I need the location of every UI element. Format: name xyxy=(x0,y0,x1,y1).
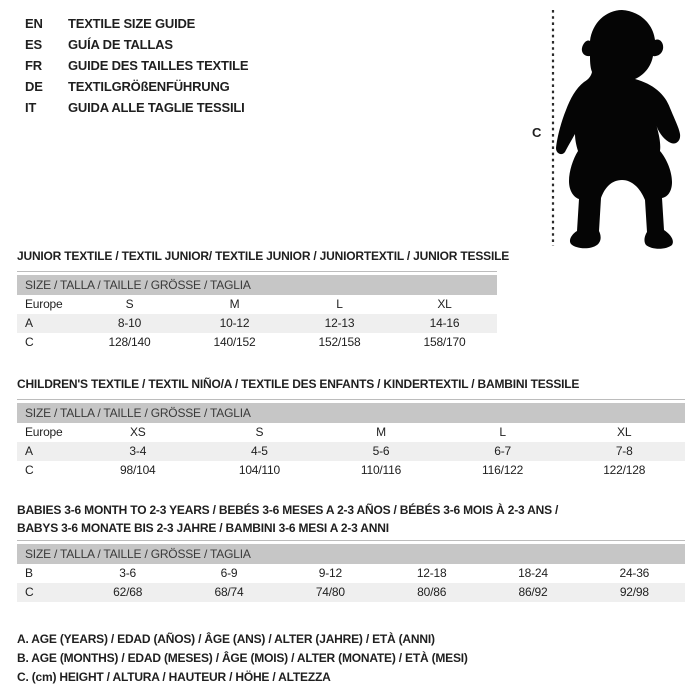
size-header-bar: SIZE / TALLA / TAILLE / GRÖSSE / TAGLIA xyxy=(17,275,497,295)
language-list xyxy=(25,13,248,118)
lang-code: IT xyxy=(25,100,37,115)
lang-code: ES xyxy=(25,37,42,52)
value-cell: 140/152 xyxy=(213,335,256,349)
value-cell: 6-9 xyxy=(220,566,238,580)
babies-size-table xyxy=(17,540,685,602)
footnote-a: A. AGE (YEARS) / EDAD (AÑOS) / ÂGE (ANS) / ALTER (JAHRE) / ETÀ (ANNI) xyxy=(17,632,435,646)
value-cell: 128/140 xyxy=(108,335,151,349)
value-cell: 110/116 xyxy=(360,463,402,477)
junior-section-title: JUNIOR TEXTILE / TEXTIL JUNIOR/ TEXTILE JUNIOR / JUNIORTEXTIL / JUNIOR TESSILE xyxy=(17,249,510,263)
footnote-c: C. (cm) HEIGHT / ALTURA / HAUTEUR / HÖHE / ALTEZZA xyxy=(17,670,331,684)
value-cell: 18-24 xyxy=(518,566,548,580)
size-cell: XL xyxy=(617,425,632,439)
table-top-rule xyxy=(17,271,497,272)
row-label: B xyxy=(25,566,33,580)
table-row xyxy=(17,314,497,333)
table-top-rule xyxy=(17,399,685,400)
footnote-b: B. AGE (MONTHS) / EDAD (MESES) / ÂGE (MOIS) / ALTER (MONATE) / ETÀ (MESI) xyxy=(17,651,468,665)
babies-section-title xyxy=(17,501,558,537)
value-cell: 3-6 xyxy=(119,566,137,580)
lang-label: GUÍA DE TALLAS xyxy=(68,37,173,52)
size-figure xyxy=(526,4,698,252)
row-label: C xyxy=(25,585,34,599)
lang-code: FR xyxy=(25,58,42,73)
row-label: C xyxy=(25,463,34,477)
value-cell: 80/86 xyxy=(417,585,447,599)
table-row xyxy=(17,564,685,583)
children-section-title: CHILDREN'S TEXTILE / TEXTIL NIÑO/A / TEXTILE DES ENFANTS / KINDERTEXTIL / BAMBINI TESSILE xyxy=(17,377,580,391)
legend-footnotes xyxy=(17,630,468,687)
size-cell: L xyxy=(336,297,343,311)
table-row xyxy=(17,333,497,352)
value-cell: 5-6 xyxy=(372,444,390,458)
value-cell: 7-8 xyxy=(615,444,633,458)
lang-row-it xyxy=(25,97,248,118)
value-cell: 14-16 xyxy=(429,316,460,330)
table-top-rule xyxy=(17,540,685,541)
size-header-bar: SIZE / TALLA / TAILLE / GRÖSSE / TAGLIA xyxy=(17,403,685,423)
value-cell: 4-5 xyxy=(251,444,268,458)
value-cell: 74/80 xyxy=(315,585,345,599)
lang-row-en xyxy=(25,13,248,34)
toddler-silhouette-graphic xyxy=(526,4,698,252)
lang-code: EN xyxy=(25,16,43,31)
size-cell: M xyxy=(376,425,386,439)
size-cell: S xyxy=(125,297,134,311)
table-row xyxy=(17,461,685,480)
lang-row-fr xyxy=(25,55,248,76)
row-label: A xyxy=(25,316,33,330)
babies-title-line1: BABIES 3-6 MONTH TO 2-3 YEARS / BEBÉS 3-6 MESES A 2-3 AÑOS / BÉBÉS 3-6 MOIS À 2-3 ANS / xyxy=(17,503,559,517)
size-cell: M xyxy=(229,297,240,311)
toddler-silhouette xyxy=(556,10,680,249)
value-cell: 104/110 xyxy=(238,463,280,477)
table-row xyxy=(17,583,685,602)
size-cell: L xyxy=(499,425,506,439)
value-cell: 9-12 xyxy=(318,566,342,580)
lang-label: GUIDA ALLE TAGLIE TESSILI xyxy=(68,100,245,115)
value-cell: 12-13 xyxy=(324,316,355,330)
value-cell: 158/170 xyxy=(423,335,466,349)
children-size-table xyxy=(17,399,685,480)
size-header-bar: SIZE / TALLA / TAILLE / GRÖSSE / TAGLIA xyxy=(17,544,685,564)
value-cell: 116/122 xyxy=(482,463,524,477)
babies-title-line2: BABYS 3-6 MONATE BIS 2-3 JAHRE / BAMBINI 3-6 MESI A 2-3 ANNI xyxy=(17,521,389,535)
value-cell: 68/74 xyxy=(214,585,244,599)
row-label: Europe xyxy=(25,425,63,439)
value-cell: 98/104 xyxy=(120,463,156,477)
row-label: Europe xyxy=(25,297,63,311)
row-label: A xyxy=(25,444,33,458)
size-cell: XS xyxy=(129,425,146,439)
value-cell: 62/68 xyxy=(113,585,143,599)
table-row xyxy=(17,423,685,442)
row-label: C xyxy=(25,335,34,349)
measure-letter-c: C xyxy=(532,125,542,140)
lang-label: TEXTILE SIZE GUIDE xyxy=(68,16,196,31)
value-cell: 3-4 xyxy=(129,444,147,458)
value-cell: 12-18 xyxy=(416,566,447,580)
value-cell: 122/128 xyxy=(603,463,646,477)
value-cell: 24-36 xyxy=(619,566,650,580)
value-cell: 152/158 xyxy=(318,335,361,349)
junior-size-table xyxy=(17,271,497,352)
size-cell: S xyxy=(255,425,264,439)
value-cell: 10-12 xyxy=(219,316,250,330)
value-cell: 92/98 xyxy=(619,585,649,599)
lang-code: DE xyxy=(25,79,43,94)
lang-label: TEXTILGRÖßENFÜHRUNG xyxy=(68,79,230,94)
lang-row-es xyxy=(25,34,248,55)
table-row xyxy=(17,295,497,314)
lang-row-de xyxy=(25,76,248,97)
table-row xyxy=(17,442,685,461)
value-cell: 6-7 xyxy=(494,444,511,458)
value-cell: 86/92 xyxy=(518,585,548,599)
lang-label: GUIDE DES TAILLES TEXTILE xyxy=(68,58,249,73)
size-cell: XL xyxy=(437,297,452,311)
value-cell: 8-10 xyxy=(117,316,142,330)
